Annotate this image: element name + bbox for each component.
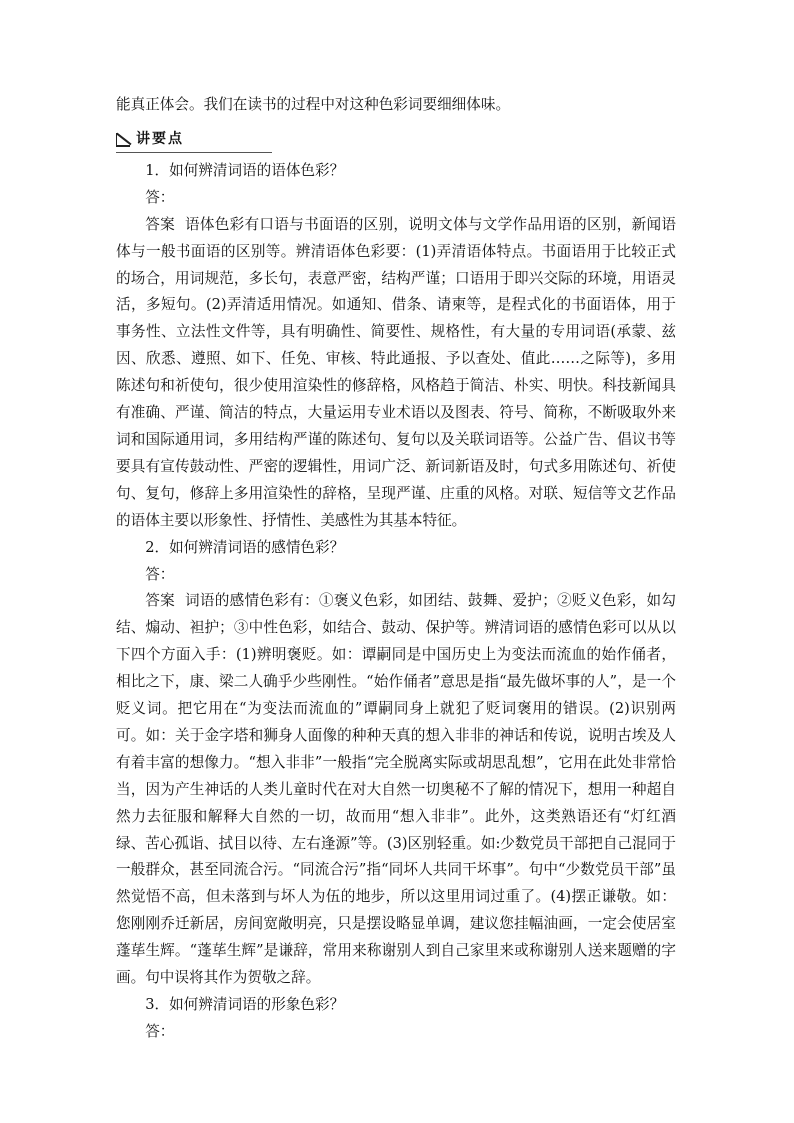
answer-2-text: 词语的感情色彩有：①褒义色彩，如团结、鼓舞、爱护；②贬义色彩，如勾结、煽动、袒护；③中性色彩，如结合、鼓动、保护等。辨清词语的感情色彩可以从以下四个方面入手：(1)辨明褒贬。如：谭嗣同是中国历史上为变法而流血的始作俑者，相比之下，康、梁二人确乎少些刚性。“始作俑者”意思是指“最先做坏事的人”，是一个贬义词。把它用在“为变法而流血的”谭嗣同身上就犯了贬词褒用的错误。(2)识别两可。如：关于金字塔和狮身人面像的种种天真的想入非非的神话和传说，说明古埃及人有着丰富的想像力。“想入非非”一般指“完全脱离实际或胡思乱想”，它用在此处非常恰当，因为产生神话的人类儿童时代在对大自然一切奥秘不了解的情况下，想用一种超自然力去征服和解释大自然的一切，故而用“想入非非”。此外，这类熟语还有“灯红酒绿、苦心孤诣、拭目以待、左右逢源”等。(3)区别轻重。如:少数党员干部把自己混同于一般群众，甚至同流合污。“同流合污”指“同坏人共同干坏事”。句中“少数党员干部”虽然觉悟不高，但未落到与坏人为伍的地步，所以这里用词过重了。(4)摆正谦敬。如：您刚刚乔迁新居，房间宽敞明亮，只是摆设略显单调，建议您挂幅油画，一定会使居室蓬荜生辉。“蓬荜生辉”是谦辞，常用来称谢别人到自己家里来或称谢别人送来题赠的字画。句中误将其作为贺敬之辞。: [116, 592, 676, 987]
answer-prompt-2: 答：: [145, 565, 175, 583]
question-2: 2．如何辨清词语的感情色彩？: [145, 538, 345, 556]
answer-tag: 答案: [145, 592, 175, 610]
answer-tag: 答案: [145, 215, 175, 233]
answer-1: [116, 212, 676, 535]
section-underline: [116, 152, 272, 153]
intro-paragraph: 能真正体会。我们在读书的过程中对这种色彩词要细细体味。: [116, 96, 511, 113]
question-1: 1．如何辨清词语的语体色彩？: [145, 161, 345, 179]
section-header: [116, 128, 272, 152]
question-3: 3．如何辨清词语的形象色彩？: [145, 996, 345, 1013]
answer-prompt-1: 答：: [145, 188, 175, 206]
section-title: 讲要点: [136, 131, 184, 148]
document-page: [116, 92, 676, 1046]
answer-1-text: 语体色彩有口语与书面语的区别，说明文体与文学作品用语的区别，新闻语体与一般书面语的区别等。辨清语体色彩要：(1)弄清语体特点。书面语用于比较正式的场合，用词规范，多长句，表意严密，结构严谨；口语用于即兴交际的环境，用语灵活，多短句。(2)弄清适用情况。如通知、借条、请柬等，是程式化的书面语体，用于事务性、立法性文件等，具有明确性、简要性、规格性，有大量的专用词语(承蒙、兹因、欣悉、遵照、如下、任免、审核、特此通报、予以查处、值此……之际等)，多用陈述句和祈使句，很少使用渲染性的修辞格，风格趋于简洁、朴实、明快。科技新闻具有准确、严谨、简洁的特点，大量运用专业术语以及图表、符号、简称，不断吸取外来词和国际通用词，多用结构严谨的陈述句、复句以及关联词语等。公益广告、倡议书等要具有宣传鼓动性、严密的逻辑性，用词广泛、新词新语及时，句式多用陈述句、祈使句、复句，修辞上多用渲染性的辞格，呈现严谨、庄重的风格。对联、短信等文艺作品的语体主要以形象性、抒情性、美感性为其基本特征。: [116, 215, 676, 529]
answer-prompt-3: 答：: [145, 1022, 175, 1040]
answer-2: [116, 588, 676, 992]
section-marker-icon: [116, 133, 130, 147]
